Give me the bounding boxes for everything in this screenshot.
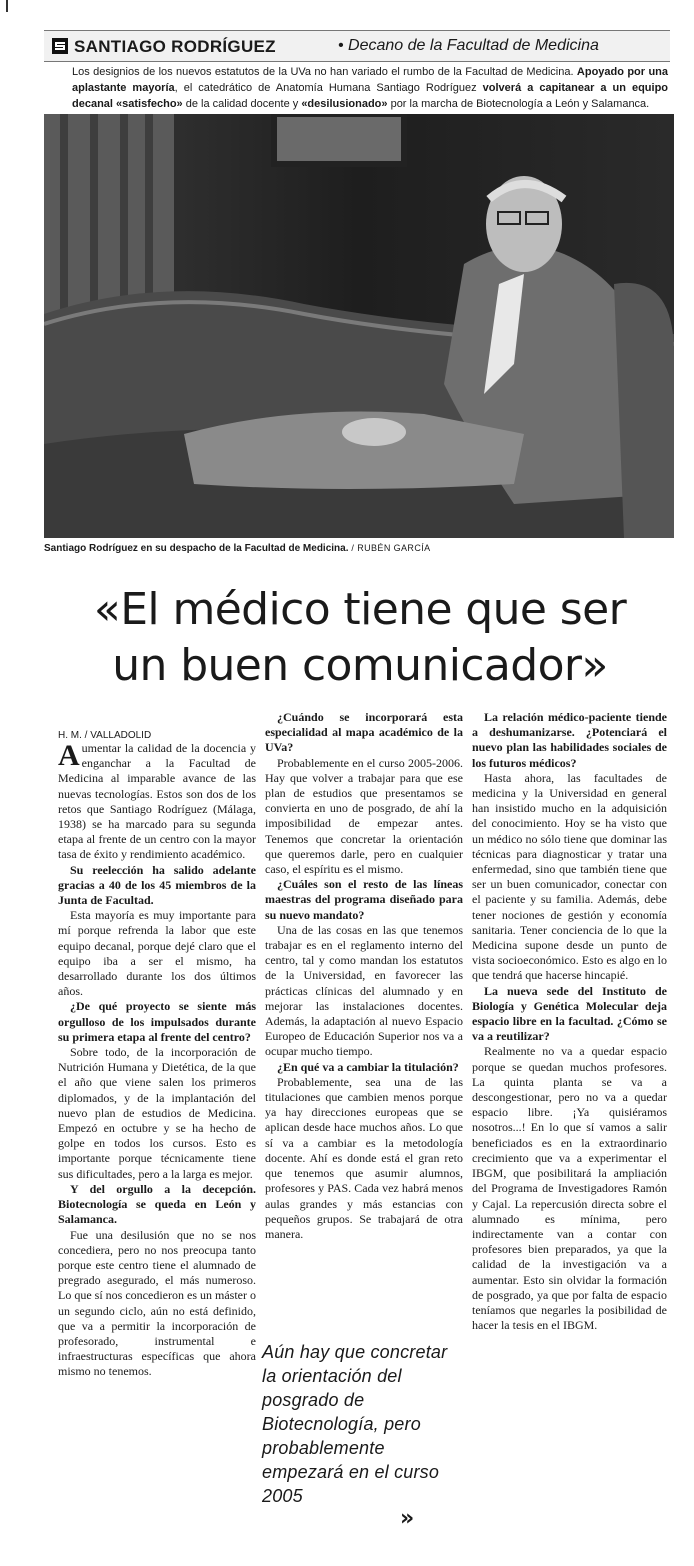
headline-line: «El médico tiene que ser	[93, 584, 627, 635]
interview-answer: Hasta ahora, las facultades de medicina y la Universidad en general han insistido mucho en la adquisición del conocimiento. Hoy se ha visto que un médico no sólo tiene que dominar las técnicas para diagnosticar y tratar una enfermedad, sino que también tiene que ser un buen comunicador, conectar con el paciente y su familia. Además, debe tener nociones de gestión y economía sanitaria. Tener conciencia de lo que la Medicina supone desde un punto de vista socioeconómico. Esto es algo en lo que tendrá que hacerse hincapié.	[472, 770, 667, 983]
intro-text: por la marcha de Biotecnología a León y Salamanca.	[387, 98, 650, 110]
interview-answer: Sobre todo, de la incorporación de Nutrición Humana y Dietética, de la que el año que viene salen los primeros diplomados, y de la implantación del nuevo plan de estudios de Medicina. Empezó en octubre y se ha hecho de golpe en todos los cursos. Esto es importante porque técnicamente tiene sus dificultades, pero a la larga es mejor.	[58, 1045, 256, 1181]
photo-credit: / RUBÉN GARCÍA	[348, 543, 431, 553]
newspaper-logo-icon	[52, 38, 68, 54]
intro-highlight: volverá a capitanear a un equipo decanal «satisfecho»	[72, 82, 669, 110]
article-paragraph: umentar la calidad de la docencia y enganchar a la Facultad de Medicina al imparable avance de las nuevas tecnologías. Estos son dos de los retos que Santiago Rodríguez (Málaga, 1938) se ha marcado para su segunda etapa al frente de un centro con la mayor tasa de éxito y rendimiento académico.	[58, 741, 256, 862]
interview-question: Y del orgullo a la decepción. Biotecnología se queda en León y Salamanca.	[58, 1181, 256, 1227]
caption-text: Santiago Rodríguez en su despacho de la Facultad de Medicina.	[44, 543, 349, 554]
intro-text: Los designios de los nuevos estatutos de la UVa no han variado el rumbo de la Facultad de Medicina.	[72, 66, 577, 78]
section-header	[44, 30, 670, 62]
article-column-3	[472, 710, 667, 1333]
quote-mark-icon: »	[400, 1506, 415, 1531]
interview-photo	[44, 114, 674, 538]
interview-question: Su reelección ha salido adelante gracias a 40 de los 45 miembros de la Junta de Facultad.	[58, 862, 256, 908]
interview-answer: Una de las cosas en las que tenemos trabajar es en el reglamento interno del centro, tal y como mandan los estatutos de la Universidad, en favorecer las prácticas clínicas del alumnado y en mejorar las instalaciones docentes. Además, la adaptación al nuevo Espacio Europeo de Educación Superior nos va a ocupar mucho tiempo.	[265, 922, 463, 1059]
interviewee-name: SANTIAGO RODRÍGUEZ	[74, 37, 276, 56]
interview-question: ¿En qué va a cambiar la titulación?	[277, 1059, 459, 1074]
intro-text: , el catedrático de Anatomía Humana Santiago Rodríguez	[174, 82, 483, 94]
pull-quote: Aún hay que concretar la orientación del posgrado de Biotecnología, pero probablemente empezará en el curso 2005	[262, 1342, 448, 1506]
interview-question: ¿Cuándo se incorporará esta especialidad al mapa académico de la UVa?	[265, 710, 463, 755]
headline-line: un buen comunicador»	[112, 640, 608, 691]
interview-answer: Probablemente, sea una de las titulaciones que cambien menos porque ya hay direcciones europeas que se aplican desde hace muchos años. Lo que sí va a cambiar es la metodología docente. Ahí es donde está el gran reto que tenemos que asumir alumnos, profesores y PAS. Cada vez habrá menos aulas grandes y más estancias con pequeños grupos. Se trabajará de otra manera.	[265, 1074, 463, 1241]
interview-answer: Fue una desilusión que no se nos concediera, pero no nos preocupa tanto porque este centro tiene el alumnado de pregrado asegurado, el más numeroso. Lo que sí nos concedieron es un máster o un segundo ciclo, aún no está definido, que va a permitir la incorporación de profesorado, instrumental e infraestructuras específicas que ahora mismo no tenemos.	[58, 1227, 256, 1379]
margin-mark	[6, 0, 8, 12]
intro-highlight: Apoyado por una aplastante mayoría	[72, 66, 668, 94]
interview-answer: Realmente no va a quedar espacio porque se quedan muchos profesores. La quinta planta se va a descongestionar, pero no va a quedar espacio libre. ¡Ya quisiéramos nosotros...! En lo que sí vamos a salir beneficiados es en la extraordinario crecimiento que va a experimentar el IBGM, que posibilitará la ampliación del Programa de Investigadores Ramón y Cajal. La repercusión directa sobre el alumnado es mínima, pero indirectamente van a contar con profesores bien preparados, ya que la calidad de la investigación va a aumentar. Esto sin olvidar la formación de posgrado, ya que por falta de espacio teníamos que negarles la posibilidad de hacer la tesis en el IBGM.	[472, 1044, 667, 1333]
intro-text: de la calidad docente y	[182, 98, 302, 110]
photo-illustration	[44, 114, 674, 538]
interview-question: ¿Cuáles son el resto de las líneas maestras del programa diseñado para su nuevo mandato?	[265, 877, 463, 922]
interview-question: La relación médico-paciente tiende a deshumanizarse. ¿Potenciará el nuevo plan las habilidades sociales de los futuros médicos?	[472, 710, 667, 770]
article-column-2	[265, 710, 463, 1242]
article-column-1	[58, 730, 256, 1380]
intro-summary	[72, 64, 668, 112]
headline	[40, 582, 680, 694]
interview-question: La nueva sede del Instituto de Biología y Genética Molecular deja espacio libre en la facultad. ¿Cómo se va a reutilizar?	[472, 983, 667, 1044]
interview-answer: Esta mayoría es muy importante para mí porque refrenda la labor que este equipo decanal, porque dejé claro que el equipo iba a ser el mismo, ha desarrollado durante los dos últimos años.	[58, 908, 256, 999]
intro-highlight: «desilusionado»	[301, 98, 388, 110]
photo-caption	[44, 543, 674, 554]
drop-cap: A	[58, 739, 80, 772]
interview-question: ¿De qué proyecto se siente más orgulloso de los impulsados durante su primera etapa al frente del centro?	[58, 999, 256, 1044]
byline: H. M. / VALLADOLID	[58, 730, 152, 741]
interview-answer: Probablemente en el curso 2005-2006. Hay que volver a trabajar para que ese plan de estudios que presentamos se convierta en uno de posgrado, de ahí la imposibilidad de empezar antes. Tenemos que concretar la orientación que queremos darle, pero en cualquier caso, el espíritu es el mismo.	[265, 755, 463, 877]
interviewee-role: • Decano de la Facultad de Medicina	[338, 37, 599, 54]
